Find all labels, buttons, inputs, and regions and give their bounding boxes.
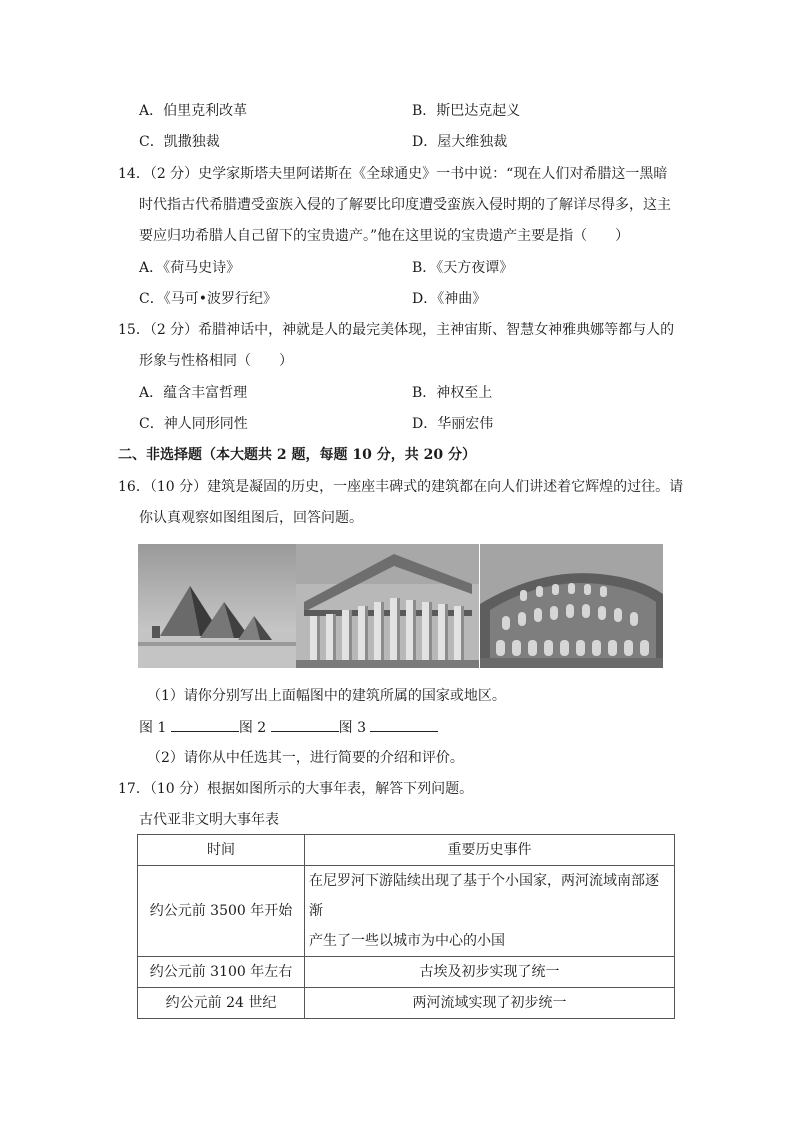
figure-3-colosseum-image [480, 544, 663, 668]
option-text: 《神曲》 [437, 291, 487, 307]
answer-blank-2[interactable] [271, 717, 339, 732]
option-d [412, 132, 507, 152]
option-letter: C． [139, 416, 164, 432]
table-row [138, 988, 675, 1019]
option-text: 神人同形同性 [163, 416, 248, 432]
option-letter: C． [139, 134, 164, 150]
option-letter: B． [412, 385, 437, 401]
figure-1-label: 图 1 [139, 720, 167, 736]
event-cell: 古埃及初步实现了统一 [305, 957, 675, 988]
figure-1-pyramids-image [138, 544, 296, 668]
question-14-line-2: 时代指古代希腊遭受蛮族入侵的了解要比印度遭受蛮族入侵时期的了解详尽得多，这主 [139, 197, 671, 213]
time-cell: 约公元前 24 世纪 [138, 988, 305, 1019]
option-text: 凯撒独裁 [163, 134, 220, 150]
option-b [412, 258, 513, 278]
table-row [138, 866, 675, 957]
header-event: 重要历史事件 [305, 835, 675, 866]
option-text: 《天方夜谭》 [436, 260, 514, 276]
option-letter: B． [412, 103, 437, 119]
header-time: 时间 [138, 835, 305, 866]
option-letter: C． [139, 291, 164, 307]
event-cell: 两河流域实现了初步统一 [305, 988, 675, 1019]
option-letter: D． [412, 134, 438, 150]
table-header-row [138, 835, 675, 866]
figure-3-label: 图 3 [338, 720, 366, 736]
option-d [412, 414, 493, 434]
events-table [137, 834, 675, 1019]
option-text: 华丽宏伟 [437, 416, 494, 432]
option-letter: A． [139, 385, 164, 401]
time-cell: 约公元前 3100 年左右 [138, 957, 305, 988]
event-cell [305, 866, 675, 957]
question-14-line-1: 14．（2 分）史学家斯塔夫里阿诺斯在《全球通史》一书中说：“现在人们对希腊这一黑暗 [118, 166, 668, 182]
option-letter: A． [139, 103, 164, 119]
option-text: 斯巴达克起义 [436, 103, 521, 119]
figure-2-parthenon-image [296, 544, 479, 668]
option-text: 屋大维独裁 [437, 134, 508, 150]
option-c [139, 132, 220, 152]
option-a [139, 258, 240, 278]
option-d [412, 289, 486, 309]
option-b [412, 101, 520, 121]
figure-2-label: 图 2 [238, 720, 267, 736]
architecture-figures [138, 544, 663, 668]
question-15-line-1: 15．（2 分）希腊神话中，神就是人的最完美体现，主神宙斯、智慧女神雅典娜等都与人的 [118, 322, 675, 338]
option-text: 《马可•波罗行纪》 [163, 291, 277, 307]
option-c [139, 289, 277, 309]
option-text: 伯里克利改革 [163, 103, 248, 119]
table-row [138, 957, 675, 988]
option-b [412, 383, 492, 403]
option-letter: A． [139, 260, 164, 276]
option-text: 神权至上 [436, 385, 493, 401]
answer-blank-3[interactable] [370, 717, 438, 732]
question-16-sub-1: （1）请你分别写出上面幅图中的建筑所属的国家或地区。 [147, 688, 506, 704]
question-14-line-3: 要应归功希腊人自己留下的宝贵遗产。”他在这里说的宝贵遗产主要是指（ ） [139, 228, 630, 244]
question-17-line: 17．（10 分）根据如图所示的大事年表，解答下列问题。 [118, 781, 474, 797]
option-text: 《荷马史诗》 [163, 260, 241, 276]
event-line: 在尼罗河下游陆续出现了基于个小国家，两河流域南部逐渐 [309, 873, 659, 919]
event-line: 产生了一些以城市为中心的小国 [309, 933, 505, 949]
fill-in-blanks-row [139, 717, 438, 738]
answer-blank-1[interactable] [171, 717, 239, 732]
table-title: 古代亚非文明大事年表 [139, 812, 279, 828]
question-15-line-2: 形象与性格相同（ ） [139, 353, 293, 369]
section-title: 二、非选择题（本大题共 2 题，每题 10 分，共 20 分） [118, 447, 476, 463]
question-16-sub-2: （2）请你从中任选其一，进行简要的介绍和评价。 [147, 750, 464, 766]
option-c [139, 414, 248, 434]
question-16-line-1: 16．（10 分）建筑是凝固的历史，一座座丰碑式的建筑都在向人们讲述着它辉煌的过往。请 [118, 479, 684, 495]
option-text: 蕴含丰富哲理 [163, 385, 248, 401]
time-cell: 约公元前 3500 年开始 [138, 866, 305, 957]
option-letter: D． [412, 416, 438, 432]
option-a [139, 383, 247, 403]
question-16-line-2: 你认真观察如图组图后，回答问题。 [139, 510, 363, 526]
option-letter: B． [412, 260, 437, 276]
option-a [139, 101, 247, 121]
option-letter: D． [412, 291, 438, 307]
